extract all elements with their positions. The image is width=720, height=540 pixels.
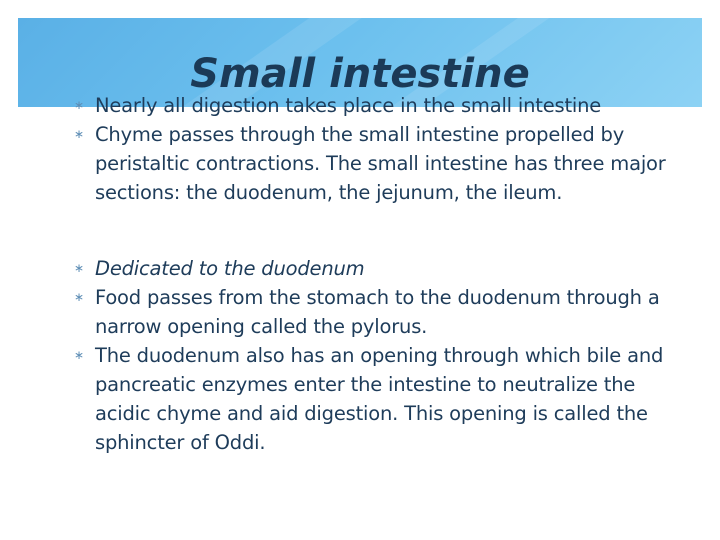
bullet-text: The duodenum also has an opening through which bile and pancreatic enzymes enter the intestine to neutralize the acidic chyme and aid digestion. This opening is called the sphincter of Oddi. <box>95 344 664 454</box>
bullet-marker-icon: ∗ <box>74 348 84 362</box>
slide-title: Small intestine <box>190 51 530 97</box>
bullet-item <box>74 120 674 207</box>
bullet-marker-icon: ∗ <box>74 290 84 304</box>
bullet-item <box>74 341 674 457</box>
bullet-text: Food passes from the stomach to the duodenum through a narrow opening called the pylorus. <box>95 286 660 338</box>
bullet-text: Dedicated to the duodenum <box>95 257 365 280</box>
bullet-text: Nearly all digestion takes place in the small intestine <box>95 94 602 117</box>
bullet-text: Chyme passes through the small intestine propelled by peristaltic contractions. The small intestine has three major sections: the duodenum, the jejunum, the ileum. <box>95 123 666 204</box>
bullet-item <box>74 91 674 120</box>
bullet-marker-icon: ∗ <box>74 127 84 141</box>
bullet-marker-icon: ∗ <box>74 261 84 275</box>
bullet-marker-icon: ∗ <box>74 98 84 112</box>
section-spacer <box>74 207 674 254</box>
bullet-item <box>74 283 674 341</box>
slide-body <box>74 91 674 457</box>
bullet-item <box>74 254 674 283</box>
